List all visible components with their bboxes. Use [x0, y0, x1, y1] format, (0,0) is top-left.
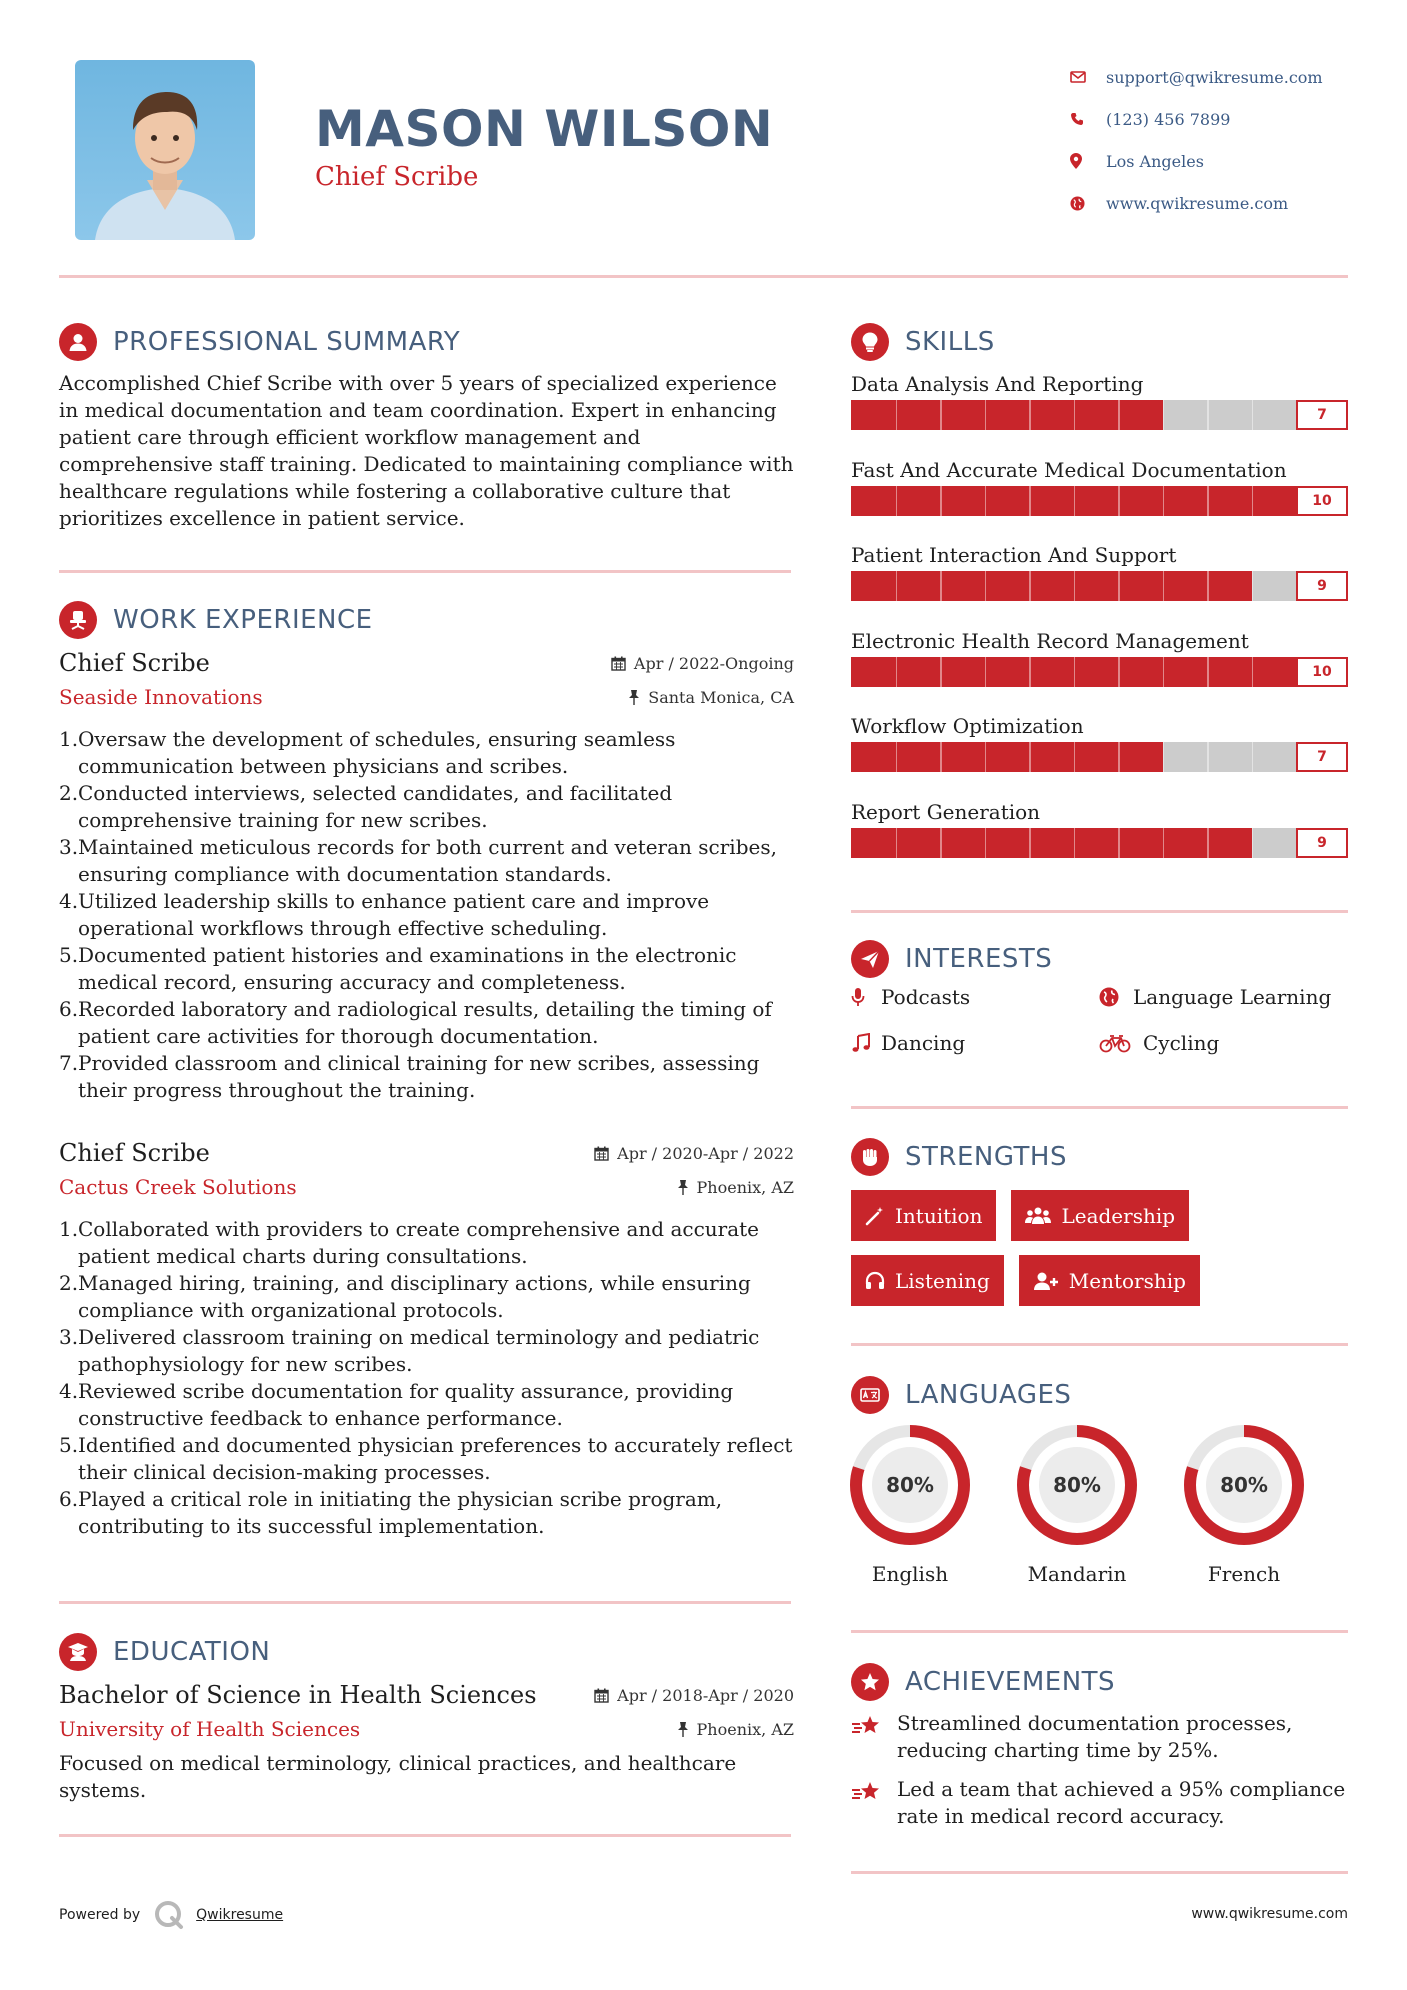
education-divider: [59, 1834, 791, 1837]
job-bullets: [59, 726, 794, 1104]
powered-by-label: Powered by: [59, 1907, 141, 1923]
magic-wand-icon: [865, 1206, 885, 1226]
strengths-list: [851, 1190, 1351, 1306]
achievements-title: ACHIEVEMENTS: [905, 1667, 1116, 1697]
interest-item: [851, 1028, 1099, 1058]
contact-email[interactable]: [1070, 56, 1390, 98]
language-percent: 80%: [1220, 1473, 1268, 1497]
fist-icon: [851, 1138, 889, 1176]
calendar-icon: [611, 656, 626, 671]
languages-list: [849, 1424, 1305, 1586]
strengths-title: STRENGTHS: [905, 1142, 1067, 1172]
skill-bar-segment: [1029, 400, 1031, 430]
interests-heading: [851, 940, 1052, 978]
microphone-icon: [851, 987, 881, 1007]
interest-item: [851, 982, 1099, 1012]
calendar-icon: [594, 1146, 609, 1161]
skill-label: Fast And Accurate Medical Documentation: [851, 457, 1287, 482]
header-divider: [59, 275, 1348, 278]
summary-text: Accomplished Chief Scribe with over 5 years of specialized experience in medical documentation and team coordination. Expert in enhancing patient care through efficient workflow management and comprehensive staff training. Dedicated to maintaining compliance with healthcare regulations while fostering a collaborative culture that prioritizes excellence in patient service.: [59, 371, 794, 530]
user-plus-icon: [1033, 1271, 1059, 1291]
skill-bar-segment: [985, 828, 987, 858]
strength-chip: Leadership: [1011, 1190, 1189, 1241]
skill-bar-segment: [940, 400, 942, 430]
headphones-icon: [865, 1271, 885, 1291]
brand-link[interactable]: Qwikresume: [196, 1907, 284, 1923]
skill-bar-segment: [1118, 742, 1120, 772]
skill-bar-segment: [1252, 400, 1254, 430]
language-ring: [1183, 1424, 1305, 1546]
shooting-star-icon: [851, 1776, 897, 1830]
skill-bar-segment: [940, 571, 942, 601]
interest-label: Cycling: [1143, 1031, 1220, 1055]
music-note-icon: [851, 1033, 881, 1053]
globe-icon: [1070, 196, 1106, 211]
skill-label: Electronic Health Record Management: [851, 628, 1249, 653]
achievement-text: Led a team that achieved a 95% compliance rate in medical record accuracy.: [897, 1777, 1346, 1828]
skill-score-badge: 7: [1296, 400, 1348, 430]
globe-icon: [1099, 987, 1133, 1007]
skill-bar-segment: [1163, 742, 1165, 772]
achievements-heading: [851, 1663, 1115, 1701]
skill-bar-fill: [851, 571, 1252, 601]
achievement-text: Streamlined documentation processes, reducing charting time by 25%.: [897, 1711, 1293, 1762]
language-ring: [849, 1424, 971, 1546]
interests-divider: [851, 1106, 1348, 1109]
education-dates: Apr / 2018-Apr / 2020: [594, 1686, 794, 1705]
education-heading: [59, 1633, 270, 1671]
skill-bar-segment: [940, 486, 942, 516]
education-description: Focused on medical terminology, clinical practices, and healthcare systems.: [59, 1751, 737, 1802]
strengths-heading: [851, 1138, 1067, 1176]
interests-list: [851, 982, 1348, 1058]
skill-bar-segment: [1163, 657, 1165, 687]
job-dates: Apr / 2020-Apr / 2022: [594, 1144, 794, 1163]
skill-bar: [851, 828, 1348, 858]
skill-bar-segment: [940, 828, 942, 858]
summary-divider: [59, 570, 791, 573]
language-percent: 80%: [886, 1473, 934, 1497]
skill-bar-segment: [1118, 828, 1120, 858]
education-title: EDUCATION: [113, 1637, 271, 1667]
skill-score-badge: 10: [1296, 657, 1348, 687]
strength-chip: Listening: [851, 1255, 1004, 1306]
list-item: 1. Collaborated with providers to create comprehensive and accurate patient medical charts during consultations.: [59, 1217, 760, 1268]
skill-bar-segment: [1118, 486, 1120, 516]
skill-item: [851, 539, 1348, 625]
skill-item: [851, 368, 1348, 454]
skill-bar-segment: [1118, 400, 1120, 430]
list-item: 4. Reviewed scribe documentation for quality assurance, providing constructive feedback to enhance performance.: [59, 1379, 734, 1430]
graduate-icon: [59, 1633, 97, 1671]
strength-chip: Intuition: [851, 1190, 996, 1241]
skill-bar-segment: [896, 400, 898, 430]
interest-label: Dancing: [881, 1031, 966, 1055]
language-ring: [1016, 1424, 1138, 1546]
contact-phone[interactable]: [1070, 98, 1390, 140]
skills-title: SKILLS: [905, 327, 995, 357]
job-location: Phoenix, AZ: [677, 1178, 794, 1197]
skill-label: Workflow Optimization: [851, 714, 1084, 738]
pushpin-icon: [677, 1180, 689, 1195]
skill-label: Patient Interaction And Support: [851, 543, 1177, 567]
job-title: Chief Scribe: [59, 649, 210, 677]
work-title: WORK EXPERIENCE: [113, 605, 373, 635]
job-entry: [59, 646, 794, 1104]
job-bullets: [59, 1216, 794, 1540]
contact-email-text: support@qwikresume.com: [1106, 67, 1323, 87]
list-item: 6. Recorded laboratory and radiological results, detailing the timing of patient care activities for thorough documentation.: [59, 997, 772, 1048]
candidate-name: MASON WILSON: [315, 100, 774, 158]
skill-item: [851, 710, 1348, 796]
shooting-star-icon: [851, 1710, 897, 1764]
skill-item: [851, 796, 1348, 882]
skill-bar-segment: [1252, 657, 1254, 687]
skill-item: [851, 454, 1348, 540]
list-item: 6. Played a critical role in initiating the physician scribe program, contributing to its successful implementation.: [59, 1487, 723, 1538]
language-item: [1183, 1424, 1305, 1586]
skill-bar-segment: [1074, 742, 1076, 772]
company-name: Seaside Innovations: [59, 685, 263, 709]
interest-label: Language Learning: [1133, 985, 1332, 1009]
interest-label: Podcasts: [881, 985, 971, 1009]
contact-location-text: Los Angeles: [1106, 151, 1204, 171]
list-item: 2. Managed hiring, training, and disciplinary actions, while ensuring compliance with organizational protocols.: [59, 1271, 751, 1322]
language-percent: 80%: [1053, 1473, 1101, 1497]
skill-bar-segment: [1252, 742, 1254, 772]
skill-bar-segment: [1074, 571, 1076, 601]
skill-bar-segment: [1074, 486, 1076, 516]
achievement-item: [851, 1710, 1351, 1764]
skill-bar-segment: [1252, 486, 1254, 516]
language-name: Mandarin: [1027, 1562, 1127, 1586]
skills-divider: [851, 910, 1348, 913]
skill-score-badge: 10: [1296, 486, 1348, 516]
job-dates: Apr / 2022-Ongoing: [611, 654, 794, 673]
qwikresume-logo-icon: [152, 1898, 186, 1932]
work-heading: [59, 601, 373, 639]
skill-bar-segment: [940, 742, 942, 772]
skill-bar-segment: [985, 571, 987, 601]
language-name: French: [1207, 1562, 1281, 1586]
profile-photo: [75, 60, 255, 240]
skill-bar-segment: [1029, 571, 1031, 601]
languages-heading: [851, 1376, 1071, 1414]
languages-divider: [851, 1630, 1348, 1633]
bicycle-icon: [1099, 1033, 1143, 1053]
skill-score-badge: 9: [1296, 571, 1348, 601]
language-name: English: [871, 1562, 949, 1586]
skill-score-badge: 9: [1296, 828, 1348, 858]
skill-bar-segment: [1207, 571, 1209, 601]
skill-bar-segment: [985, 400, 987, 430]
skill-bar: [851, 486, 1348, 516]
skill-bar-segment: [1118, 657, 1120, 687]
summary-heading: [59, 323, 460, 361]
interest-item: [1099, 1028, 1347, 1058]
list-item: 4. Utilized leadership skills to enhance patient care and improve operational workflows through effective scheduling.: [59, 889, 710, 940]
skill-bar-segment: [896, 742, 898, 772]
summary-title: PROFESSIONAL SUMMARY: [113, 327, 461, 357]
work-divider: [59, 1601, 791, 1604]
paper-plane-icon: [851, 940, 889, 978]
list-item: 5. Documented patient histories and examinations in the electronic medical record, ensuring accuracy and completeness.: [59, 943, 737, 994]
skill-bar-segment: [1207, 657, 1209, 687]
skill-bar-fill: [851, 828, 1252, 858]
skill-bar-segment: [1074, 657, 1076, 687]
skill-bar-segment: [985, 742, 987, 772]
achievements-list: [851, 1710, 1351, 1842]
pushpin-icon: [677, 1722, 689, 1737]
skill-bar-segment: [1163, 571, 1165, 601]
list-item: 2. Conducted interviews, selected candidates, and facilitated comprehensive training for new scribes.: [59, 781, 673, 832]
company-name: Cactus Creek Solutions: [59, 1175, 297, 1199]
job-entry: [59, 1136, 794, 1540]
skill-item: [851, 625, 1348, 711]
footer-url[interactable]: www.qwikresume.com: [1191, 1906, 1348, 1922]
envelope-icon: [1070, 71, 1106, 83]
interests-title: INTERESTS: [905, 944, 1053, 974]
pushpin-icon: [628, 690, 640, 705]
skill-bar-segment: [1252, 828, 1254, 858]
contact-website[interactable]: [1070, 182, 1390, 224]
achievements-divider: [851, 1871, 1348, 1874]
skill-bar-segment: [896, 828, 898, 858]
education-entry: [59, 1678, 794, 1804]
job-title: Chief Scribe: [59, 1139, 210, 1167]
skill-bar-segment: [1163, 828, 1165, 858]
skill-bar-segment: [1118, 571, 1120, 601]
skill-bar: [851, 400, 1348, 430]
contact-list: [1070, 56, 1390, 224]
education-location: Phoenix, AZ: [677, 1720, 794, 1739]
skill-label: Report Generation: [851, 799, 1041, 824]
calendar-icon: [594, 1688, 609, 1703]
skill-bar-fill: [851, 400, 1163, 430]
skill-bar: [851, 571, 1348, 601]
language-item: [849, 1424, 971, 1586]
skill-bar-segment: [1029, 828, 1031, 858]
skills-list: [851, 368, 1348, 881]
skill-bar-segment: [985, 657, 987, 687]
school-name: University of Health Sciences: [59, 1717, 361, 1741]
skills-heading: [851, 323, 995, 361]
skill-bar-segment: [896, 657, 898, 687]
translate-icon: [851, 1376, 889, 1414]
skill-bar-segment: [1163, 400, 1165, 430]
skill-bar: [851, 657, 1348, 687]
job-location: Santa Monica, CA: [628, 688, 794, 707]
list-item: 1. Oversaw the development of schedules, ensuring seamless communication between physicians and scribes.: [59, 727, 676, 778]
contact-phone-text: (123) 456 7899: [1106, 109, 1231, 129]
skill-bar-segment: [1207, 828, 1209, 858]
lightbulb-icon: [851, 323, 889, 361]
skill-bar-segment: [1074, 400, 1076, 430]
skill-bar-segment: [1207, 486, 1209, 516]
list-item: 3. Maintained meticulous records for both current and veteran scribes, ensuring compliance with documentation standards.: [59, 835, 777, 886]
achievement-item: [851, 1776, 1351, 1830]
skill-bar-segment: [896, 571, 898, 601]
strengths-divider: [851, 1343, 1348, 1346]
skill-bar-segment: [985, 486, 987, 516]
contact-website-text: www.qwikresume.com: [1106, 193, 1289, 213]
candidate-job-title: Chief Scribe: [315, 162, 479, 192]
skill-bar-segment: [1029, 486, 1031, 516]
degree: Bachelor of Science in Health Sciences: [59, 1681, 537, 1709]
skill-bar-segment: [1163, 486, 1165, 516]
skill-bar-segment: [1252, 571, 1254, 601]
skill-bar-fill: [851, 742, 1163, 772]
map-pin-icon: [1070, 153, 1106, 169]
languages-title: LANGUAGES: [905, 1380, 1072, 1410]
users-icon: [1025, 1206, 1051, 1226]
skill-bar-segment: [940, 657, 942, 687]
skill-bar-segment: [1029, 657, 1031, 687]
star-badge-icon: [851, 1663, 889, 1701]
skill-bar-segment: [1074, 828, 1076, 858]
list-item: 5. Identified and documented physician preferences to accurately reflect their clinical decision-making processes.: [59, 1433, 793, 1484]
list-item: 7. Provided classroom and clinical training for new scribes, assessing their progress throughout the training.: [59, 1051, 760, 1102]
skill-label: Data Analysis And Reporting: [851, 372, 1144, 396]
skill-bar-segment: [1207, 400, 1209, 430]
skill-bar-segment: [896, 486, 898, 516]
briefcase-chair-icon: [59, 601, 97, 639]
phone-icon: [1070, 112, 1106, 126]
list-item: 3. Delivered classroom training on medical terminology and pediatric pathophysiology for new scribes.: [59, 1325, 760, 1376]
footer-powered-by: [59, 1898, 283, 1932]
language-item: [1016, 1424, 1138, 1586]
skill-bar-segment: [1207, 742, 1209, 772]
skill-bar: [851, 742, 1348, 772]
skill-bar-segment: [1029, 742, 1031, 772]
strength-chip: Mentorship: [1019, 1255, 1200, 1306]
contact-location: [1070, 140, 1390, 182]
skill-score-badge: 7: [1296, 742, 1348, 772]
user-icon: [59, 323, 97, 361]
interest-item: [1099, 982, 1347, 1012]
